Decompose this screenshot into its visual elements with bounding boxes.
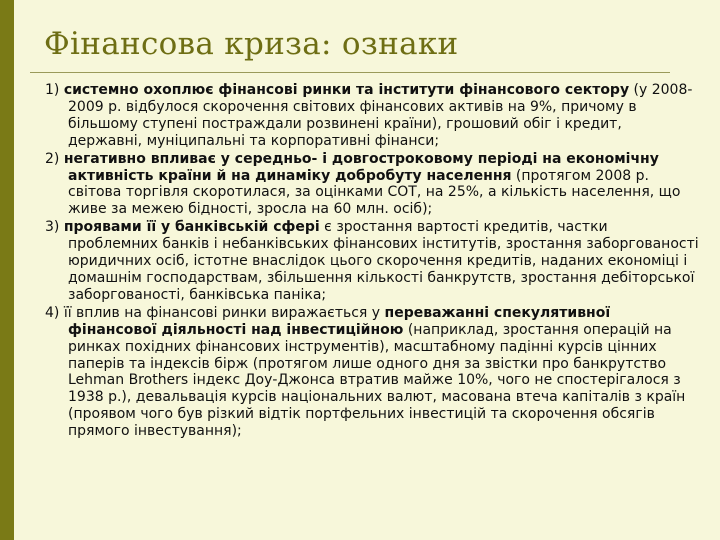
item-text: є зростання вартості кредитів, частки проблемних банків і небанківських фінансових інститутів, зростання заборгованості юридичних осіб, істотне внаслідок цього скорочення кредитів, наданих економіці і домашнім господарствам, збільшення кількості банкрутств, зростання дебіторської заборгованості, банківська паніка; xyxy=(68,219,699,303)
item-text: (протягом 2008 р. світова торгівля скоротилася, за оцінками СОТ, на 25%, а кількість населення, що живе за межею бідності, зросла на 60 млн. осіб); xyxy=(68,167,681,218)
slide-body xyxy=(45,82,700,440)
item-number: 4) xyxy=(45,304,60,321)
list-item-4 xyxy=(45,305,700,440)
decorative-side-bar xyxy=(0,0,14,540)
item-emphasis: проявами її у банківській сфері xyxy=(63,219,320,236)
item-emphasis: негативно впливає у середньо- і довгостроковому періоді на економічну активність країни й на динаміку добробуту населення xyxy=(63,150,659,184)
item-text-lead: її вплив на фінансові ринки виражається у xyxy=(63,304,385,321)
list-item-1 xyxy=(45,82,700,150)
item-emphasis: переважанні спекулятивної фінансової діяльності над інвестиційною xyxy=(68,304,611,338)
item-number: 1) xyxy=(45,82,60,98)
title-divider xyxy=(30,72,670,73)
list-item-3 xyxy=(45,219,700,304)
list-item-2 xyxy=(45,151,700,219)
item-emphasis: системно охоплює фінансові ринки та інститути фінансового сектору xyxy=(63,82,630,98)
item-text: (наприклад, зростання операцій на ринках похідних фінансових інструментів), масштабному падінні курсів цінних паперів та індексів бірж (протягом лише одного дня за звістки про банкрутство Lehman Brothers індекс Доу-Джонса втратив майже 10%, чого не спостерігалося з 1938 р.), девальвація курсів національних валют, масована втеча капіталів з країн (проявом чого був різкий відтік портфельних інвестицій та скорочення обсягів прямого інвестування); xyxy=(68,321,686,440)
slide-title: Фінансова криза: ознаки xyxy=(44,26,459,62)
item-number: 2) xyxy=(45,150,60,167)
item-text: (у 2008-2009 р. відбулося скорочення світових фінансових активів на 9%, причому в більшому ступені постраждали розвинені країни), грошовий обіг і кредит, державні, муніципальні та корпоративні фінанси; xyxy=(68,82,693,149)
item-number: 3) xyxy=(45,219,60,236)
